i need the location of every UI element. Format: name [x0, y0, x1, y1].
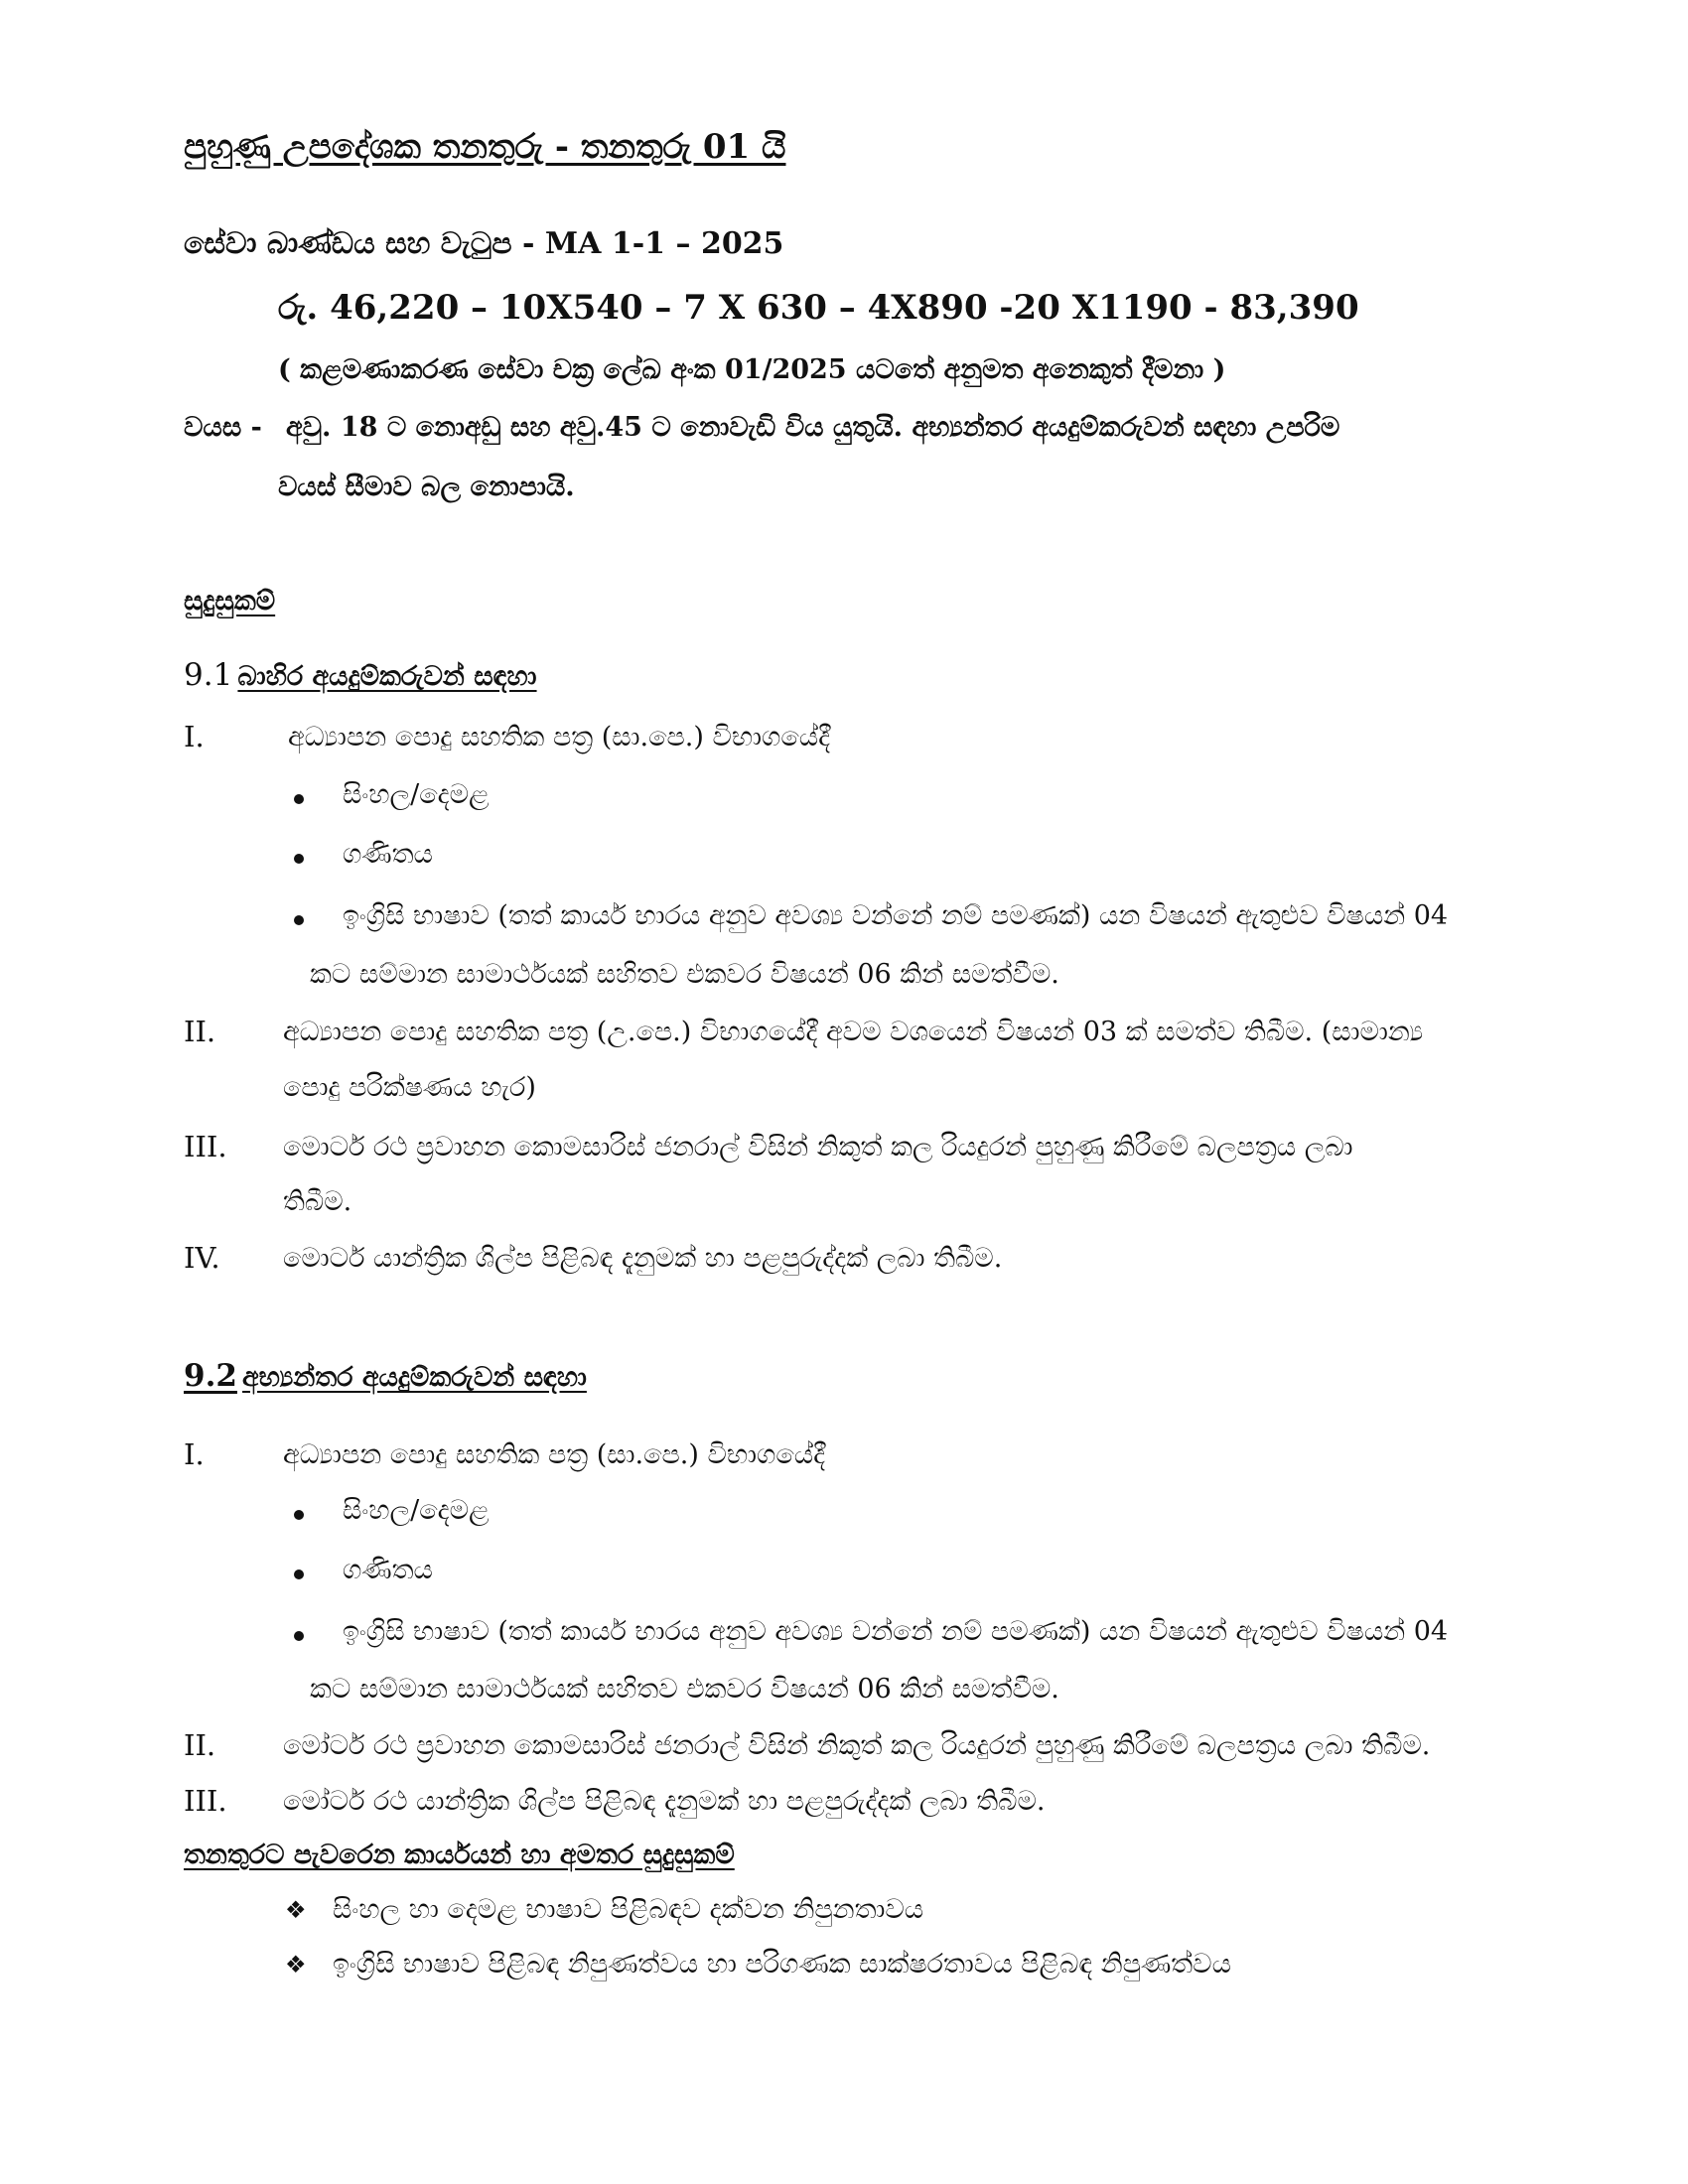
duties-heading: තනතුරට පැවරෙන කාර්යයන් හා අමතර සුදුසුකම්	[184, 1840, 735, 1870]
diamond-bullet-icon: ❖	[285, 1896, 307, 1924]
section-title: බාහිර අයදුම්කරුවන් සඳහා	[237, 661, 537, 692]
age-label: වයස -	[184, 412, 262, 443]
duty-item: සිංහල හා දෙමළ භාෂාව පිළිබඳව දක්වන නිපුනතාවය	[333, 1894, 924, 1925]
duty-item: ඉංග්‍රිසි භාෂාව පිළිබඳ නිපුණත්වය හා පරිගණක සාක්ෂරතාවය පිළිබඳ නිපුණත්වය	[333, 1949, 1232, 1979]
bullet-icon	[294, 854, 304, 864]
roman-numeral: I.	[184, 1437, 205, 1471]
bullet-icon	[294, 915, 304, 925]
subject-item: සිංහල/දෙමළ	[343, 1495, 490, 1526]
age-requirement-line2: වයස් සීමාව බල නොපායි.	[278, 472, 575, 502]
salary-allowance-note: ( කළමණාකරණ සේවා චක්‍ර ලේඛ අංක 01/2025 යටතේ අනුමත අනෙකුත් දීමනා )	[278, 354, 1226, 385]
requirement-text: අධ්‍යාපන පොදු සහතික පත්‍ර (සා.පෙ.) විභාගයේදී	[283, 1439, 826, 1470]
requirement-text: මොටර් යාන්ත්‍රික ශිල්ප පිළිබඳ දැනුමක් හා පළපුරුද්දක් ලබා තිබීම.	[283, 1243, 1003, 1274]
roman-numeral: II.	[184, 1015, 216, 1048]
requirement-text: අධ්‍යාපන පොදු සහතික පත්‍ර (උ.පෙ.) විභාගයේදී අවම වශයෙන් විෂයන් 03 ක් සමත්ව තිබීම. (සාමාන්‍ය	[283, 1017, 1424, 1047]
subject-item-continuation: කට සම්මාන සාමාර්ථයක් සහිතව එකවර විෂයන් 06 කින් සමත්වීම.	[310, 1674, 1059, 1705]
page-title: පුහුණු උපදේශක තනතුරු - තනතුරු 01 යි	[184, 127, 786, 167]
requirement-text: අධ්‍යාපන පොදු සහතික පත්‍ර (සා.පෙ.) විභාගයේදී	[288, 722, 831, 752]
diamond-bullet-icon: ❖	[285, 1951, 307, 1979]
roman-numeral: I.	[184, 720, 205, 753]
salary-scale-line: සේවා බාණ්ඩය සහ වැටුප - MA 1-1 – 2025	[184, 226, 784, 261]
subject-item: ගණිතය	[343, 1555, 433, 1585]
requirement-text: මෝටර් රථ යාන්ත්‍රික ශිල්ප පිළිබඳ දැනුමක් හා පළපුරුද්දක් ලබා තිබීම.	[283, 1786, 1046, 1817]
requirement-text-continuation: තිබීම.	[283, 1186, 352, 1217]
section-number: 9.2	[184, 1358, 237, 1394]
salary-steps-line: රු. 46,220 – 10X540 – 7 X 630 – 4X890 -20 X1190 - 83,390	[278, 288, 1359, 328]
roman-numeral: III.	[184, 1130, 227, 1163]
roman-numeral: III.	[184, 1784, 227, 1818]
roman-numeral: II.	[184, 1728, 216, 1762]
requirement-text: මොටර් රථ ප්‍රවාහන කොමසාරිස් ජනරාල් විසින් නිකුත් කල රියදුරන් පුහුණු කිරීමේ බලපත්‍රය ලබා	[283, 1132, 1353, 1162]
section-number: 9.1	[184, 657, 233, 693]
section-title: අභ්‍යන්තර අයදුම්කරුවන් සඳහා	[242, 1362, 587, 1393]
subject-item: ගණිතය	[343, 839, 433, 870]
requirement-text-continuation: පොදු පරික්ෂණය හැර)	[283, 1072, 536, 1103]
bullet-icon	[294, 794, 304, 804]
roman-numeral: IV.	[184, 1241, 220, 1275]
bullet-icon	[294, 1570, 304, 1579]
subject-item: ඉංග්‍රිසි භාෂාව (තත් කාර්ය භාරය අනුව අවශ්‍ය වන්නේ නම් පමණක්) යන විෂයන් ඇතුළුව විෂයන් 04	[343, 900, 1449, 931]
qualifications-heading: සුදුසුකම්	[184, 586, 276, 616]
bullet-icon	[294, 1631, 304, 1641]
bullet-icon	[294, 1510, 304, 1520]
requirement-text: මෝටර් රථ ප්‍රවාහන කොමසාරිස් ජනරාල් විසින් නිකුත් කල රියදුරන් පුහුණු කිරීමේ බලපත්‍රය ලබා තිබීම.	[283, 1730, 1431, 1761]
age-requirement-line1: අවු. 18 ට නොඅඩු සහ අවු.45 ට නොවැඩි විය යුතුයි. අභ්‍යන්තර අයදුම්කරුවන් සඳහා උපරිම	[286, 412, 1340, 443]
subject-item: ඉංග්‍රිසි භාෂාව (තත් කාර්ය භාරය අනුව අවශ්‍ය වන්නේ නම් පමණක්) යන විෂයන් ඇතුළුව විෂයන් 04	[343, 1616, 1449, 1647]
subject-item-continuation: කට සම්මාන සාමාර්ථයක් සහිතව එකවර විෂයන් 06 කින් සමත්වීම.	[310, 959, 1059, 990]
section-9-1-heading	[184, 657, 537, 693]
section-9-2-heading	[184, 1358, 587, 1394]
subject-item: සිංහල/දෙමළ	[343, 779, 490, 810]
